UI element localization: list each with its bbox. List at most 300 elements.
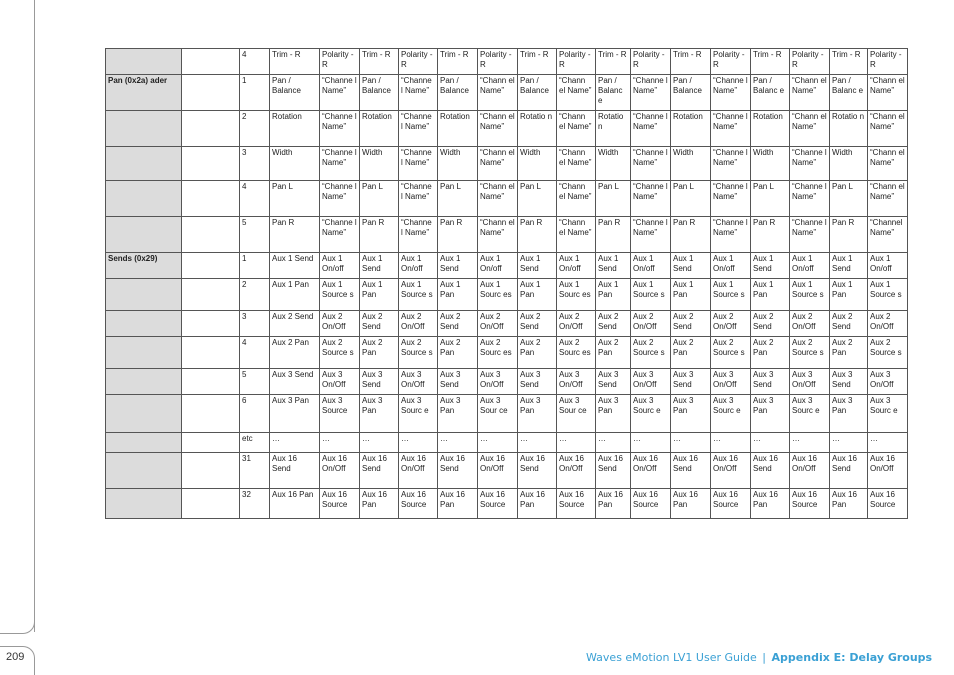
value-cell: “Chann el Name” xyxy=(868,111,908,147)
value-cell: Aux 1 Pan xyxy=(830,279,868,311)
value-cell: Aux 2 On/Off xyxy=(557,311,596,337)
table-row xyxy=(106,337,908,369)
value-cell: Pan R xyxy=(360,217,399,253)
value-cell: Aux 16 Send xyxy=(518,453,557,489)
value-cell: “Chann el Name” xyxy=(557,111,596,147)
value-cell: Aux 2 Pan xyxy=(596,337,631,369)
value-cell: Aux 3 Sourc e xyxy=(790,395,830,433)
value-cell: Aux 1 Send xyxy=(830,253,868,279)
value-cell: Aux 3 On/Off xyxy=(557,369,596,395)
value-cell: … xyxy=(751,433,790,453)
value-cell: “Chann el Name” xyxy=(790,75,830,111)
index-cell: etc xyxy=(240,433,270,453)
value-cell: Aux 16 Source xyxy=(790,489,830,519)
value-cell: Trim - R xyxy=(671,49,711,75)
value-cell: “Chann el Name” xyxy=(478,147,518,181)
value-cell: Aux 1 On/off xyxy=(399,253,438,279)
value-cell: Polarity - R xyxy=(478,49,518,75)
value-cell: Aux 3 On/Off xyxy=(320,369,360,395)
value-cell: Aux 16 Send xyxy=(751,453,790,489)
value-cell: “Channe l Name” xyxy=(631,217,671,253)
value-cell: “Channel Name” xyxy=(868,217,908,253)
spacer-cell xyxy=(182,337,240,369)
value-cell: Rotatio n xyxy=(830,111,868,147)
value-cell: Aux 2 On/Off xyxy=(868,311,908,337)
value-cell: “Channe l Name” xyxy=(711,147,751,181)
index-cell: 32 xyxy=(240,489,270,519)
value-cell: Aux 2 On/Off xyxy=(478,311,518,337)
value-cell: Aux 1 On/off xyxy=(557,253,596,279)
value-cell: Aux 3 Send xyxy=(596,369,631,395)
value-cell: … xyxy=(399,433,438,453)
value-cell: Aux 16 On/Off xyxy=(868,453,908,489)
section-cell xyxy=(106,489,182,519)
value-cell: Width xyxy=(518,147,557,181)
value-cell: Aux 1 On/off xyxy=(868,253,908,279)
value-cell: Aux 1 Send xyxy=(518,253,557,279)
value-cell: Width xyxy=(671,147,711,181)
value-cell: Aux 1 Pan xyxy=(438,279,478,311)
value-cell: Aux 16 Pan xyxy=(360,489,399,519)
value-cell: Aux 1 Pan xyxy=(671,279,711,311)
value-cell: Trim - R xyxy=(751,49,790,75)
spacer-cell xyxy=(182,311,240,337)
value-cell: Aux 2 Send xyxy=(830,311,868,337)
section-cell xyxy=(106,453,182,489)
value-cell: Aux 2 Source s xyxy=(399,337,438,369)
value-cell: Pan L xyxy=(751,181,790,217)
value-cell: “Chann el Name” xyxy=(478,181,518,217)
value-cell: “Channe l Name” xyxy=(399,217,438,253)
table-row xyxy=(106,217,908,253)
value-cell: Pan R xyxy=(518,217,557,253)
section-cell xyxy=(106,395,182,433)
value-cell: “Chann el Name” xyxy=(478,217,518,253)
index-cell: 2 xyxy=(240,111,270,147)
value-cell: Pan L xyxy=(438,181,478,217)
spacer-cell xyxy=(182,489,240,519)
value-cell: “Chann el Name” xyxy=(557,181,596,217)
value-cell: Rotatio n xyxy=(596,111,631,147)
index-cell: 1 xyxy=(240,75,270,111)
value-cell: Pan / Balance xyxy=(518,75,557,111)
value-cell: Aux 2 On/Off xyxy=(320,311,360,337)
table-row xyxy=(106,395,908,433)
value-cell: Aux 16 Pan xyxy=(518,489,557,519)
doc-title: Waves eMotion LV1 User Guide xyxy=(586,651,757,664)
section-cell xyxy=(106,279,182,311)
table-row xyxy=(106,181,908,217)
value-cell: Aux 16 On/Off xyxy=(320,453,360,489)
value-cell: Aux 3 Pan xyxy=(596,395,631,433)
table-row xyxy=(106,279,908,311)
value-cell: “Channe l Name” xyxy=(399,147,438,181)
value-cell: Pan L xyxy=(518,181,557,217)
value-cell: Aux 2 On/Off xyxy=(631,311,671,337)
value-cell: “Channe l Name” xyxy=(631,181,671,217)
value-cell: … xyxy=(671,433,711,453)
section-cell xyxy=(106,111,182,147)
table-row xyxy=(106,369,908,395)
value-cell: Aux 16 On/Off xyxy=(557,453,596,489)
value-cell: “Channe l Name” xyxy=(711,181,751,217)
value-cell: Aux 2 Source s xyxy=(868,337,908,369)
value-cell: “Chann el Name” xyxy=(790,111,830,147)
value-cell: Rotation xyxy=(671,111,711,147)
value-cell: Aux 3 Pan xyxy=(438,395,478,433)
footer-separator: | xyxy=(762,651,767,664)
value-cell: Aux 1 Source s xyxy=(320,279,360,311)
value-cell: Aux 2 On/Off xyxy=(399,311,438,337)
value-cell: Aux 16 On/Off xyxy=(711,453,751,489)
value-cell: Aux 1 Source s xyxy=(711,279,751,311)
value-cell: Pan L xyxy=(830,181,868,217)
value-cell: Aux 3 Send xyxy=(360,369,399,395)
value-cell: Aux 2 Pan xyxy=(671,337,711,369)
value-cell: Trim - R xyxy=(438,49,478,75)
value-cell: Aux 2 Send xyxy=(518,311,557,337)
value-cell: Aux 2 Send xyxy=(596,311,631,337)
parameter-label-cell: Rotation xyxy=(270,111,320,147)
value-cell: Aux 16 On/Off xyxy=(631,453,671,489)
value-cell: Aux 1 Pan xyxy=(596,279,631,311)
table-row xyxy=(106,489,908,519)
value-cell: Aux 16 Pan xyxy=(596,489,631,519)
index-cell: 1 xyxy=(240,253,270,279)
value-cell: Aux 1 On/off xyxy=(631,253,671,279)
value-cell: “Chann el Name” xyxy=(557,217,596,253)
table-row xyxy=(106,75,908,111)
value-cell: Polarity - R xyxy=(868,49,908,75)
value-cell: Polarity - R xyxy=(711,49,751,75)
value-cell: Aux 1 Send xyxy=(360,253,399,279)
value-cell: … xyxy=(478,433,518,453)
value-cell: Aux 3 Pan xyxy=(830,395,868,433)
value-cell: Width xyxy=(596,147,631,181)
value-cell: Aux 1 On/off xyxy=(790,253,830,279)
value-cell: Width xyxy=(360,147,399,181)
value-cell: Aux 1 On/off xyxy=(320,253,360,279)
spacer-cell xyxy=(182,181,240,217)
value-cell: “Chann el Name” xyxy=(557,147,596,181)
value-cell: … xyxy=(830,433,868,453)
value-cell: Aux 2 Pan xyxy=(438,337,478,369)
value-cell: Aux 2 Sourc es xyxy=(478,337,518,369)
value-cell: “Chann el Name” xyxy=(868,75,908,111)
value-cell: Pan L xyxy=(671,181,711,217)
value-cell: Polarity - R xyxy=(320,49,360,75)
value-cell: Pan / Balance xyxy=(671,75,711,111)
value-cell: Aux 3 Pan xyxy=(671,395,711,433)
parameter-label-cell: Pan / Balance xyxy=(270,75,320,111)
parameter-label-cell: Trim - R xyxy=(270,49,320,75)
margin-rule xyxy=(34,0,35,632)
value-cell: Aux 16 Source xyxy=(557,489,596,519)
value-cell: “Channe l Name” xyxy=(320,75,360,111)
value-cell: Aux 16 Source xyxy=(711,489,751,519)
value-cell: Aux 16 On/Off xyxy=(478,453,518,489)
value-cell: Aux 2 Pan xyxy=(518,337,557,369)
parameter-label-cell: Aux 1 Send xyxy=(270,253,320,279)
value-cell: “Channe l Name” xyxy=(790,181,830,217)
value-cell: Aux 16 Pan xyxy=(671,489,711,519)
parameter-label-cell: … xyxy=(270,433,320,453)
value-cell: “Chann el Name” xyxy=(478,75,518,111)
section-cell xyxy=(106,147,182,181)
parameter-label-cell: Aux 16 Send xyxy=(270,453,320,489)
value-cell: Aux 16 Source xyxy=(478,489,518,519)
value-cell: Aux 16 Source xyxy=(399,489,438,519)
value-cell: Trim - R xyxy=(518,49,557,75)
value-cell: “Channe l Name” xyxy=(399,111,438,147)
parameter-label-cell: Aux 2 Send xyxy=(270,311,320,337)
value-cell: Pan L xyxy=(360,181,399,217)
value-cell: Pan / Balance xyxy=(438,75,478,111)
value-cell: Aux 16 Send xyxy=(671,453,711,489)
margin-rule-curve xyxy=(0,617,35,634)
value-cell: Aux 1 Source s xyxy=(868,279,908,311)
section-cell: Pan (0x2a) ader xyxy=(106,75,182,111)
value-cell: Aux 3 Sourc e xyxy=(631,395,671,433)
value-cell: Aux 3 Send xyxy=(438,369,478,395)
value-cell: Aux 16 On/Off xyxy=(399,453,438,489)
value-cell: Rotation xyxy=(438,111,478,147)
value-cell: “Channe l Name” xyxy=(320,217,360,253)
value-cell: Aux 16 Source xyxy=(320,489,360,519)
value-cell: … xyxy=(631,433,671,453)
index-cell: 3 xyxy=(240,311,270,337)
parameter-label-cell: Pan L xyxy=(270,181,320,217)
value-cell: Aux 1 Send xyxy=(751,253,790,279)
value-cell: Aux 2 Source s xyxy=(320,337,360,369)
value-cell: “Channe l Name” xyxy=(320,111,360,147)
value-cell: Aux 2 On/Off xyxy=(711,311,751,337)
value-cell: Aux 2 Source s xyxy=(790,337,830,369)
value-cell: Aux 3 Sour ce xyxy=(557,395,596,433)
value-cell: Aux 3 On/Off xyxy=(631,369,671,395)
value-cell: Aux 2 Pan xyxy=(360,337,399,369)
spacer-cell xyxy=(182,395,240,433)
value-cell: Aux 2 Send xyxy=(438,311,478,337)
value-cell: Aux 3 Sourc e xyxy=(399,395,438,433)
section-cell xyxy=(106,217,182,253)
spacer-cell xyxy=(182,217,240,253)
table-row xyxy=(106,433,908,453)
section-cell xyxy=(106,433,182,453)
spacer-cell xyxy=(182,433,240,453)
value-cell: Aux 3 Sourc e xyxy=(711,395,751,433)
index-cell: 5 xyxy=(240,217,270,253)
spacer-cell xyxy=(182,147,240,181)
value-cell: Aux 2 Source s xyxy=(711,337,751,369)
value-cell: Aux 16 Send xyxy=(830,453,868,489)
value-cell: “Chann el Name” xyxy=(868,181,908,217)
section-cell xyxy=(106,49,182,75)
value-cell: “Channe l Name” xyxy=(631,75,671,111)
value-cell: … xyxy=(790,433,830,453)
value-cell: … xyxy=(868,433,908,453)
value-cell: Aux 16 Pan xyxy=(830,489,868,519)
value-cell: Pan R xyxy=(671,217,711,253)
parameter-label-cell: Pan R xyxy=(270,217,320,253)
value-cell: Rotatio n xyxy=(518,111,557,147)
value-cell: “Channe l Name” xyxy=(790,217,830,253)
value-cell: Pan L xyxy=(596,181,631,217)
index-cell: 6 xyxy=(240,395,270,433)
value-cell: Aux 3 Send xyxy=(751,369,790,395)
value-cell: Aux 1 Source s xyxy=(399,279,438,311)
section-cell xyxy=(106,337,182,369)
section-cell: Sends (0x29) xyxy=(106,253,182,279)
value-cell: “Chann el Name” xyxy=(478,111,518,147)
value-cell: Aux 2 Pan xyxy=(751,337,790,369)
value-cell: “Chann el Name” xyxy=(868,147,908,181)
value-cell: Aux 16 Pan xyxy=(751,489,790,519)
value-cell: Aux 3 Pan xyxy=(518,395,557,433)
spacer-cell xyxy=(182,253,240,279)
appendix-title: Appendix E: Delay Groups xyxy=(771,651,933,664)
value-cell: Aux 3 On/Off xyxy=(790,369,830,395)
value-cell: Width xyxy=(830,147,868,181)
value-cell: Polarity - R xyxy=(790,49,830,75)
value-cell: Pan / Balanc e xyxy=(830,75,868,111)
value-cell: Aux 1 On/off xyxy=(711,253,751,279)
value-cell: … xyxy=(596,433,631,453)
value-cell: “Chann el Name” xyxy=(557,75,596,111)
index-cell: 4 xyxy=(240,337,270,369)
parameter-label-cell: Aux 16 Pan xyxy=(270,489,320,519)
value-cell: Aux 2 Send xyxy=(671,311,711,337)
value-cell: “Channe l Name” xyxy=(320,181,360,217)
value-cell: Aux 3 Send xyxy=(518,369,557,395)
section-cell xyxy=(106,369,182,395)
index-cell: 5 xyxy=(240,369,270,395)
value-cell: Pan / Balanc e xyxy=(751,75,790,111)
section-cell xyxy=(106,311,182,337)
value-cell: Aux 3 Pan xyxy=(360,395,399,433)
value-cell: Polarity - R xyxy=(631,49,671,75)
value-cell: Aux 1 Pan xyxy=(518,279,557,311)
value-cell: Aux 16 Send xyxy=(360,453,399,489)
index-cell: 4 xyxy=(240,181,270,217)
value-cell: Rotation xyxy=(751,111,790,147)
parameter-label-cell: Aux 1 Pan xyxy=(270,279,320,311)
value-cell: … xyxy=(320,433,360,453)
value-cell: Aux 1 Sourc es xyxy=(557,279,596,311)
value-cell: Aux 2 Send xyxy=(360,311,399,337)
footer-title xyxy=(586,651,932,664)
value-cell: Aux 3 Send xyxy=(671,369,711,395)
value-cell: Aux 2 Pan xyxy=(830,337,868,369)
value-cell: Aux 3 On/Off xyxy=(868,369,908,395)
parameter-label-cell: Aux 3 Pan xyxy=(270,395,320,433)
value-cell: Aux 3 Pan xyxy=(751,395,790,433)
value-cell: Aux 3 Send xyxy=(830,369,868,395)
value-cell: Polarity - R xyxy=(399,49,438,75)
value-cell: Aux 3 On/Off xyxy=(478,369,518,395)
table-row xyxy=(106,311,908,337)
value-cell: “Channe l Name” xyxy=(320,147,360,181)
value-cell: … xyxy=(518,433,557,453)
index-cell: 3 xyxy=(240,147,270,181)
value-cell: … xyxy=(438,433,478,453)
value-cell: Aux 16 Pan xyxy=(438,489,478,519)
value-cell: Aux 16 Source xyxy=(868,489,908,519)
value-cell: “Channe l Name” xyxy=(790,147,830,181)
value-cell: “Channe l Name” xyxy=(711,111,751,147)
table-row xyxy=(106,453,908,489)
spacer-cell xyxy=(182,49,240,75)
value-cell: Trim - R xyxy=(596,49,631,75)
table-row xyxy=(106,147,908,181)
value-cell: Rotation xyxy=(360,111,399,147)
value-cell: Trim - R xyxy=(360,49,399,75)
value-cell: Pan / Balanc e xyxy=(596,75,631,111)
value-cell: Aux 2 Sourc es xyxy=(557,337,596,369)
value-cell: Aux 16 Source xyxy=(631,489,671,519)
value-cell: Aux 2 On/Off xyxy=(790,311,830,337)
section-cell xyxy=(106,181,182,217)
value-cell: Pan R xyxy=(438,217,478,253)
value-cell: Aux 16 Send xyxy=(438,453,478,489)
value-cell: “Channe l Name” xyxy=(711,217,751,253)
value-cell: “Channe l Name” xyxy=(631,147,671,181)
value-cell: “Channe l Name” xyxy=(399,181,438,217)
value-cell: Aux 16 On/Off xyxy=(790,453,830,489)
value-cell: Aux 3 On/Off xyxy=(399,369,438,395)
value-cell: … xyxy=(360,433,399,453)
table-row xyxy=(106,49,908,75)
index-cell: 2 xyxy=(240,279,270,311)
value-cell: Pan / Balance xyxy=(360,75,399,111)
spacer-cell xyxy=(182,75,240,111)
value-cell: … xyxy=(711,433,751,453)
parameter-label-cell: Width xyxy=(270,147,320,181)
spacer-cell xyxy=(182,111,240,147)
value-cell: “Channe l Name” xyxy=(399,75,438,111)
page-number: 209 xyxy=(6,651,25,663)
value-cell: … xyxy=(557,433,596,453)
spacer-cell xyxy=(182,453,240,489)
value-cell: Aux 1 Send xyxy=(671,253,711,279)
value-cell: Aux 2 Source s xyxy=(631,337,671,369)
value-cell: Aux 1 Send xyxy=(596,253,631,279)
value-cell: Aux 2 Send xyxy=(751,311,790,337)
value-cell: Pan R xyxy=(830,217,868,253)
value-cell: “Channe l Name” xyxy=(711,75,751,111)
value-cell: Aux 1 Source s xyxy=(631,279,671,311)
table-row xyxy=(106,111,908,147)
parameter-label-cell: Aux 3 Send xyxy=(270,369,320,395)
value-cell: Pan R xyxy=(751,217,790,253)
value-cell: Width xyxy=(751,147,790,181)
value-cell: Aux 1 Source s xyxy=(790,279,830,311)
value-cell: Width xyxy=(438,147,478,181)
index-cell: 4 xyxy=(240,49,270,75)
value-cell: Aux 1 Pan xyxy=(751,279,790,311)
table-row xyxy=(106,253,908,279)
value-cell: Aux 3 Sourc e xyxy=(868,395,908,433)
parameter-table xyxy=(105,48,908,519)
value-cell: Trim - R xyxy=(830,49,868,75)
parameter-label-cell: Aux 2 Pan xyxy=(270,337,320,369)
value-cell: Pan R xyxy=(596,217,631,253)
value-cell: Aux 1 Pan xyxy=(360,279,399,311)
value-cell: Aux 3 Sour ce xyxy=(478,395,518,433)
spacer-cell xyxy=(182,279,240,311)
value-cell: Aux 1 Sourc es xyxy=(478,279,518,311)
value-cell: “Channe l Name” xyxy=(631,111,671,147)
